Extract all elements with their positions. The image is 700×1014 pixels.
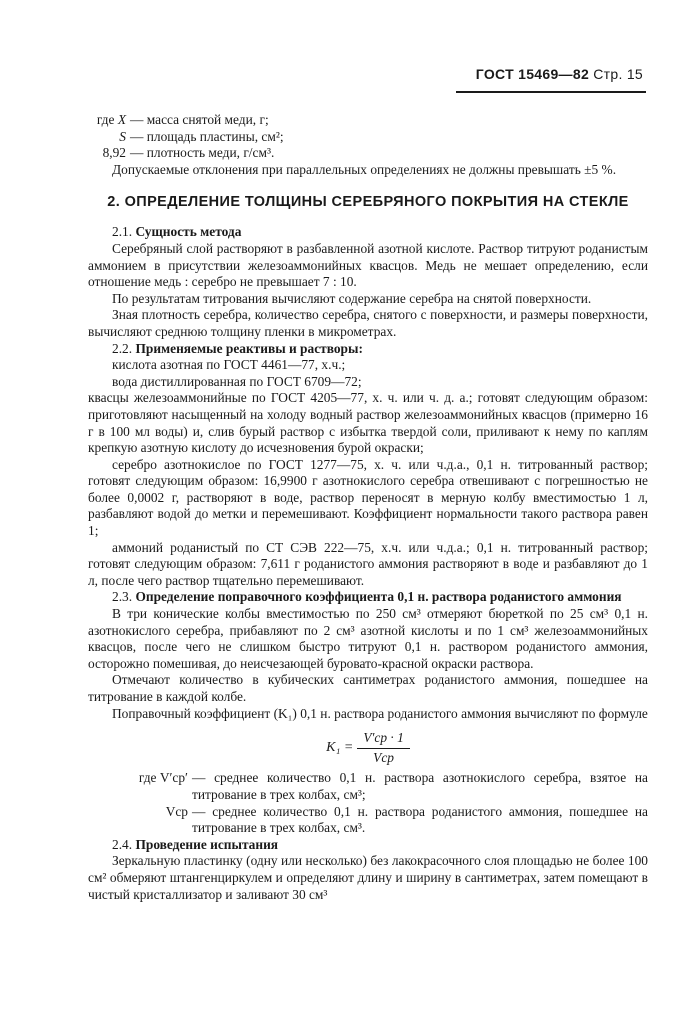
reagent-item: вода дистиллированная по ГОСТ 6709—72;	[112, 373, 362, 389]
formula	[88, 730, 648, 766]
subsection-heading: 2.4. Проведение испытания	[112, 836, 279, 852]
gost-number: ГОСТ 15469—82	[475, 66, 590, 82]
page-header	[476, 66, 643, 82]
header-rule	[456, 91, 646, 93]
subsection-heading: 2.3. Определение поправочного коэффициента 0,1 н. раствора роданистого аммония	[112, 589, 622, 605]
paragraph: Зеркальную пластинку (одну или несколько) без лакокрасочного слоя площадью не более 100 см² обмеряют штангенциркулем и определяют длину и ширину в сантиметрах, затем помещают в чистый кристаллизатор и заливают 30 см³	[88, 853, 648, 902]
paragraph: Отмечают количество в кубических сантиметрах роданистого аммония, пошедшее на титрование в каждой колбе.	[88, 672, 648, 704]
formula-lhs: K₁ =	[326, 739, 354, 755]
subsection-heading: 2.2. Применяемые реактивы и растворы:	[112, 340, 363, 356]
formula-fraction	[357, 730, 410, 766]
paragraph: Серебряный слой растворяют в разбавленной азотной кислоте. Раствор титруют роданистым аммонием в присутствии железоаммонийных квасцов. Медь не мешает определению, если отношение медь : серебро не превышает 7 : 10.	[88, 240, 648, 290]
definition-text: — масса снятой меди, г;	[130, 112, 269, 127]
paragraph: По результатам титрования вычисляют содержание серебра на снятой поверхности.	[112, 290, 592, 306]
page-number: Стр. 15	[593, 66, 643, 82]
definition-symbol: где X	[96, 112, 126, 127]
where-list	[88, 770, 648, 836]
definition-symbol: S	[119, 128, 126, 144]
reagent-item: аммоний роданистый по СТ СЭВ 222—75, х.ч. или ч.д.а.; 0,1 н. титрованный раствор; готовят следующим образом: 7,611 г роданистого аммония растворяют в воде и разбавляют до 1 л, после чего раствор тщательно перемешивают.	[88, 539, 648, 588]
definition-symbol: 8,92	[102, 145, 126, 161]
where-text: — среднее количество 0,1 н. раствора азотнокислого серебра, взятое на титрование в трех колбах, см³;	[192, 770, 648, 802]
reagent-item: серебро азотнокислое по ГОСТ 1277—75, х. ч. или ч.д.а., 0,1 н. титрованный раствор; готовят следующим образом: 16,9900 г азотнокислого серебра отвешивают с погрешностью не более 0,0002 г, растворяют в воде, раствор переносят в мерную колбу вместимостью 1 л, разбавляют водой до метки и перемешивают. Коэффициент нормальности такого раствора равен 1;	[88, 456, 648, 539]
where-symbol: Vср	[165, 803, 188, 819]
tolerance-paragraph: Допускаемые отклонения при параллельных определениях не должны превышать ±5 %.	[112, 161, 617, 177]
where-symbol: где V′ср′	[138, 770, 188, 786]
page-content	[88, 112, 648, 903]
paragraph: Зная плотность серебра, количество серебра, снятого с поверхности, и размеры поверхности, вычисляют среднюю толщину пленки в микрометрах.	[88, 307, 648, 339]
formula-numerator: V′ср · 1	[357, 730, 410, 749]
where-text: — среднее количество 0,1 н. раствора роданистого аммония, пошедшее на титрование в трех колбах, см³.	[192, 803, 648, 836]
reagent-item: квасцы железоаммонийные по ГОСТ 4205—77, х. ч. или ч. д. а.; готовят следующим образом: приготовляют насыщенный на холоду водный раствор железоаммонийных квасцов (примерно 16 г в 100 мл воды) и, слив бурый раствор с избытка твердой соли, приливают к нему по каплям крепкую азотную кислоту до исчезновения бурой окраски;	[88, 390, 648, 456]
section-title: 2. ОПРЕДЕЛЕНИЕ ТОЛЩИНЫ СЕРЕБРЯНОГО ПОКРЫТИЯ НА СТЕКЛЕ	[107, 194, 629, 211]
paragraph: В три конические колбы вместимостью по 250 см³ отмеряют бюреткой по 25 см³ 0,1 н. азотнокислого серебра, прибавляют по 2 см³ азотной кислоты и по 1 см³ железоаммонийных квасцов, после чего не слишком быстро титруют 0,1 н. раствором роданистого аммония, осторожно помешивая, до неисчезающей буровато-красной окраски раствора.	[88, 606, 648, 671]
definition-text: — плотность меди, г/см³.	[130, 145, 275, 161]
reagent-item: кислота азотная по ГОСТ 4461—77, х.ч.;	[112, 357, 346, 373]
definition-text: — площадь пластины, см²;	[130, 128, 284, 144]
subsection-heading: 2.1. Сущность метода	[112, 224, 242, 240]
paragraph: Поправочный коэффициент (K₁) 0,1 н. раствора роданистого аммония вычисляют по формуле	[112, 705, 648, 721]
formula-denominator: Vср	[373, 749, 394, 765]
definitions-list	[88, 112, 648, 162]
